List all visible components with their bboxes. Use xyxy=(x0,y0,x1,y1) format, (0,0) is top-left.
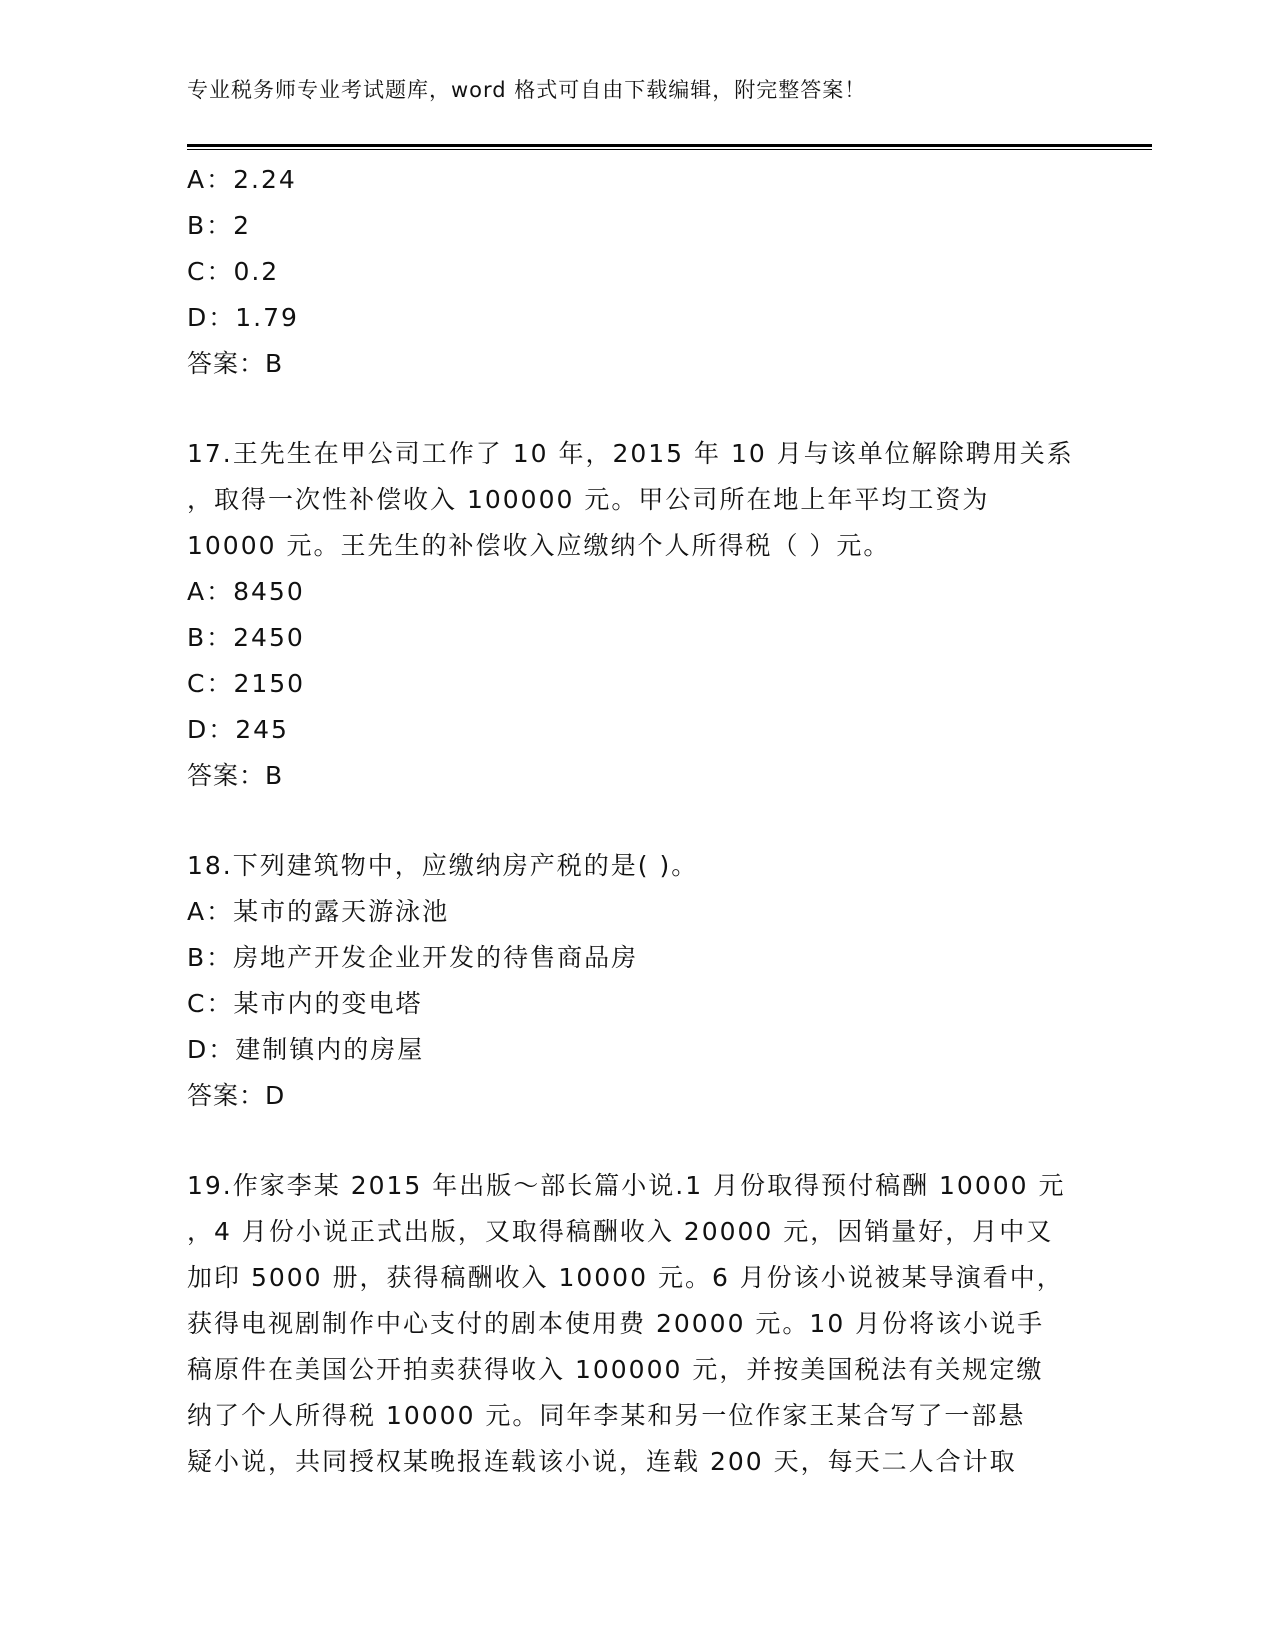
question-stem-line: 19.作家李某 2015 年出版～部长篇小说.1 月份取得预付稿酬 10000 元 xyxy=(187,1171,1066,1200)
page-header: 专业税务师专业考试题库，word 格式可自由下载编辑，附完整答案！ xyxy=(187,78,867,102)
answer-line: 答案：D xyxy=(187,1081,286,1110)
question-spacer xyxy=(187,387,1107,431)
question-stem-line: 稿原件在美国公开拍卖获得收入 100000 元，并按美国税法有关规定缴 xyxy=(187,1355,1044,1384)
document-body xyxy=(187,157,1107,1485)
option-a: A：2.24 xyxy=(187,165,297,194)
option-b: B：2450 xyxy=(187,623,305,652)
option-c: C：2150 xyxy=(187,669,306,698)
option-d: D：建制镇内的房屋 xyxy=(187,1035,425,1064)
question-stem-line: ，取得一次性补偿收入 100000 元。甲公司所在地上年平均工资为 xyxy=(187,485,990,514)
question-stem-line: 18.下列建筑物中，应缴纳房产税的是( )。 xyxy=(187,851,699,880)
question-19 xyxy=(187,1163,1107,1485)
header-rule-thick xyxy=(187,144,1152,147)
option-d: D：1.79 xyxy=(187,303,299,332)
answer-line: 答案：B xyxy=(187,761,284,790)
option-a: A：8450 xyxy=(187,577,305,606)
question-stem-line: 10000 元。王先生的补偿收入应缴纳个人所得税（ ）元。 xyxy=(187,531,891,560)
question-17 xyxy=(187,431,1107,799)
option-b: B：2 xyxy=(187,211,252,240)
question-spacer xyxy=(187,1119,1107,1163)
question-18 xyxy=(187,843,1107,1119)
question-stem-line: ，4 月份小说正式出版，又取得稿酬收入 20000 元，因销量好，月中又 xyxy=(187,1217,1054,1246)
option-a: A：某市的露天游泳池 xyxy=(187,897,450,926)
header-rule-thin xyxy=(187,149,1152,150)
option-b: B：房地产开发企业开发的待售商品房 xyxy=(187,943,639,972)
option-d: D：245 xyxy=(187,715,289,744)
option-c: C：某市内的变电塔 xyxy=(187,989,423,1018)
question-stem-line: 获得电视剧制作中心支付的剧本使用费 20000 元。10 月份将该小说手 xyxy=(187,1309,1045,1338)
question-spacer xyxy=(187,799,1107,843)
question-stem-line: 纳了个人所得税 10000 元。同年李某和另一位作家王某合写了一部悬 xyxy=(187,1401,1026,1430)
question-stem-line: 17.王先生在甲公司工作了 10 年，2015 年 10 月与该单位解除聘用关系 xyxy=(187,439,1074,468)
question-stem-line: 加印 5000 册，获得稿酬收入 10000 元。6 月份该小说被某导演看中， xyxy=(187,1263,1064,1292)
answer-line: 答案：B xyxy=(187,349,284,378)
option-c: C：0.2 xyxy=(187,257,280,286)
question-16-options xyxy=(187,157,1107,387)
question-stem-line: 疑小说，共同授权某晚报连载该小说，连载 200 天，每天二人合计取 xyxy=(187,1447,1017,1476)
